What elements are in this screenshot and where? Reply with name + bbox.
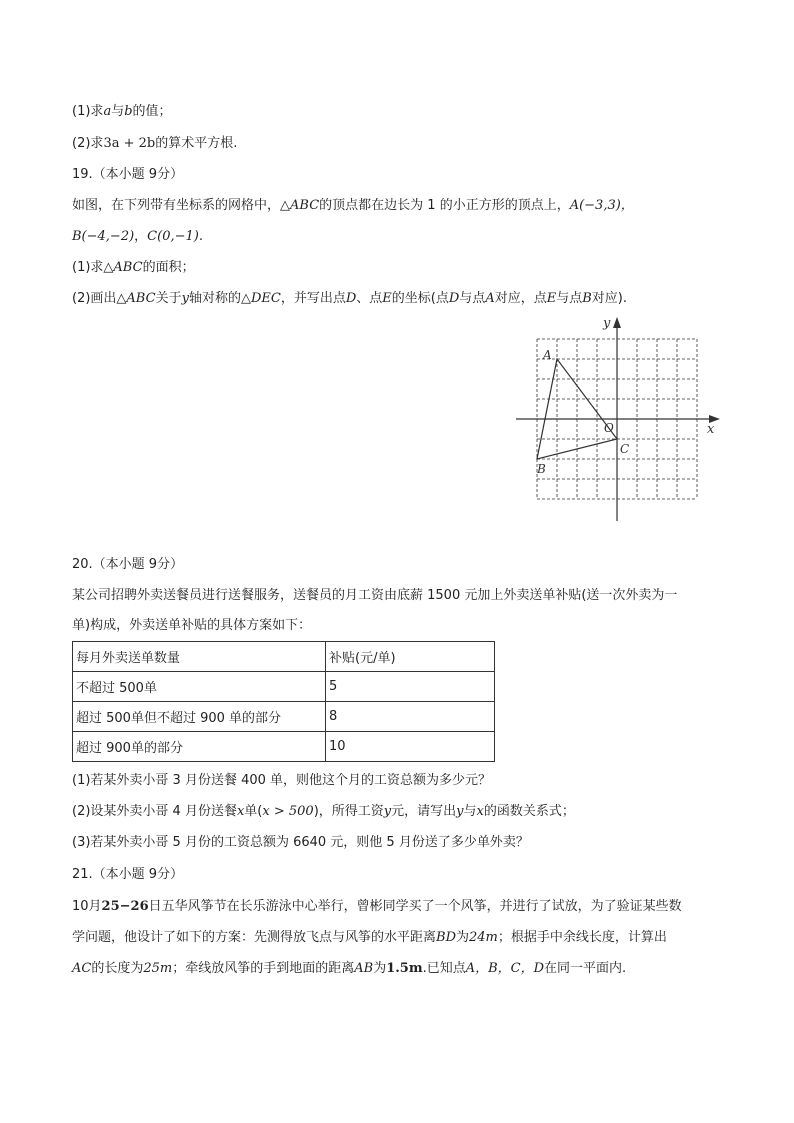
q20-part3: (3)若某外卖小哥 5 月份的工资总额为 6640 元，则他 5 月份送了多少单外卖？ — [72, 835, 529, 850]
y-axis-arrowhead — [613, 317, 621, 328]
point-label-b: B — [537, 462, 546, 476]
table-header-row — [73, 642, 495, 672]
q19-header: 19.（本小题 9分） — [72, 167, 184, 182]
table-row — [73, 672, 495, 702]
q21-line2: 学问题，他设计了如下的方案：先测得放飞点与风筝的水平距离BD为24m；根据手中余线长度，计算出 — [72, 930, 667, 945]
table-cell: 8 — [326, 702, 495, 732]
q20-header: 20.（本小题 9分） — [72, 557, 184, 572]
q18-part2: (2)求3a + 2b的算术平方根. — [72, 136, 238, 151]
point-labels — [536, 348, 629, 476]
origin-label: O — [604, 421, 614, 435]
subsidy-table — [72, 641, 495, 762]
q19-stem-line1: 如图，在下列带有坐标系的网格中，△ABC的顶点都在边长为 1 的小正方形的顶点上，A(−3,3)， — [72, 198, 634, 213]
table-cell: 5 — [326, 672, 495, 702]
q19-part1: (1)求△ABC的面积； — [72, 260, 195, 275]
q19-stem-line2: B(−4,−2)，C(0,−1). — [72, 229, 203, 244]
q19-part2: (2)画出△ABC关于y轴对称的△DEC，并写出点D、点E的坐标(点D与点A对应，点E与点B对应). — [72, 291, 628, 306]
q20-stem-line2: 单)构成，外卖送单补贴的具体方案如下： — [72, 618, 312, 633]
point-label-a: A — [543, 348, 552, 362]
q21-line3: AC的长度为25m；牵线放风筝的手到地面的距离AB为1.5m.已知点A，B，C，D在同一平面内. — [72, 961, 627, 976]
q20-stem-line1: 某公司招聘外卖送餐员进行送餐服务，送餐员的月工资由底薪 1500 元加上外卖送单补贴(送一次外卖为一 — [72, 588, 678, 603]
table-header-cell: 每月外卖送单数量 — [73, 642, 326, 672]
q21-header: 21.（本小题 9分） — [72, 867, 184, 882]
table-row — [73, 732, 495, 762]
q18-part1: (1)求a与b的值； — [72, 104, 172, 119]
table-cell: 不超过 500单 — [73, 672, 326, 702]
table-header-cell: 补贴(元/单) — [326, 642, 495, 672]
table-cell: 10 — [326, 732, 495, 762]
coordinate-grid-figure — [512, 313, 728, 525]
x-axis-label: x — [707, 422, 715, 437]
table-cell: 超过 900单的部分 — [73, 732, 326, 762]
point-label-c: C — [620, 442, 630, 456]
q20-part1: (1)若某外卖小哥 3 月份送餐 400 单，则他这个月的工资总额为多少元？ — [72, 773, 492, 788]
table-cell: 超过 500单但不超过 900 单的部分 — [73, 702, 326, 732]
table-row — [73, 702, 495, 732]
q21-line1: 10月25−26日五华风筝节在长乐游泳中心举行，曾彬同学买了一个风筝，并进行了试放，为了验证某些数 — [72, 899, 682, 914]
q20-part2: (2)设某外卖小哥 4 月份送餐x单(x > 500)，所得工资y元，请写出y与x的函数关系式； — [72, 804, 575, 819]
y-axis-label: y — [603, 316, 611, 331]
